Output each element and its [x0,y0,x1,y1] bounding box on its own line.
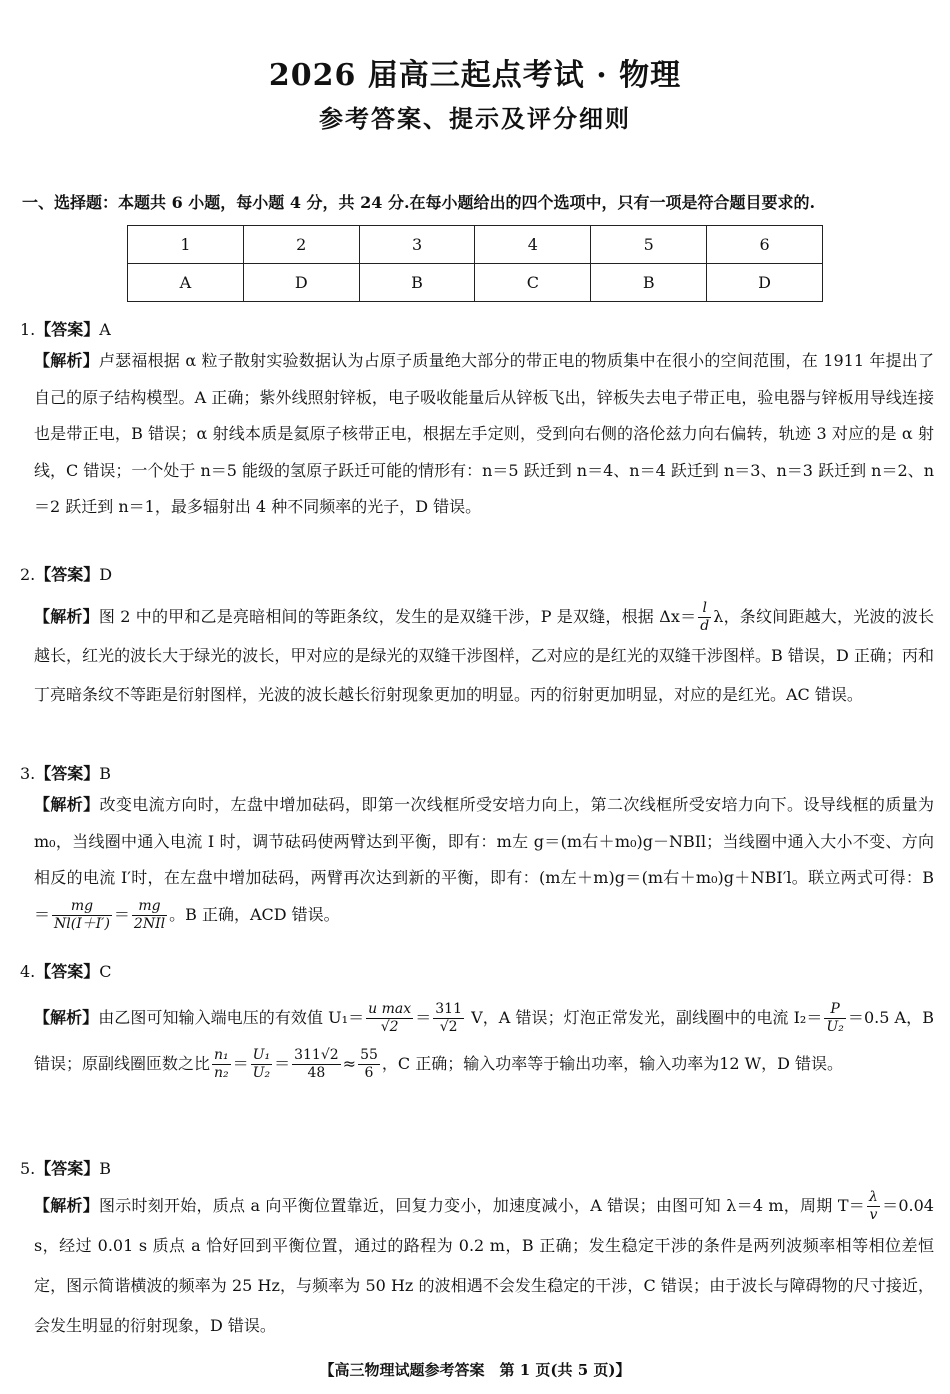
section-heading: 一、选择题：本题共 6 小题，每小题 4 分，共 24 分.在每小题给出的四个选项中，只有一项是符合题目要求的. [22,193,816,212]
question-analysis [34,787,934,933]
answer-tag: 【答案】 [35,1159,100,1178]
analysis-text: ，C 正确；输入功率等于输出功率，输入功率为12 W，D 错误。 [381,1054,844,1073]
table-cell: 3 [359,226,475,264]
table-cell: 4 [475,226,591,264]
table-cell: 5 [591,226,707,264]
question-answer: D [99,565,113,584]
table-cell: B [591,264,707,302]
question-answer: C [99,962,112,981]
analysis-text: 图 2 中的甲和乙是亮暗相间的等距条纹，发生的是双缝干涉，P 是双缝，根据 Δx＝ [98,607,697,626]
table-cell: 2 [243,226,359,264]
fraction: $\frac{55}{6}$ [360,1047,378,1081]
question-number: 5. [20,1159,36,1178]
answer-table-answer-row [128,264,823,302]
question-answer: B [99,764,112,783]
analysis-text: V，A 错误；灯泡正常发光，副线圈中的电流 I₂＝ [466,1008,823,1027]
analysis-text: ＝0.04 s，经过 0.01 s 质点 a 恰好回到平衡位置，通过的路程为 0.2 m，B 正确；发生稳定干涉的条件是两列波频率相等相位差恒定，图示简谐横波的频率为 25 Hz，与频率为 50 Hz 的波相遇不会发生稳定的干涉，C 错误；由于波长与障碍物的尺寸接近，会发生明显的衍射现象，D 错误。 [34,1196,934,1335]
question-answer-line [20,761,111,784]
fraction: $\frac{mg}{\text{2NIl}}$ [133,897,166,932]
question-number: 2. [20,565,36,584]
analysis-tag: 【解析】 [34,1196,99,1215]
equals-sign: ＝ [415,1008,432,1027]
question-analysis [34,597,934,714]
fraction: $\frac{\text{u max}}{√2}$ [368,1001,412,1035]
analysis-text: 由乙图可知输入端电压的有效值 U₁＝ [98,1008,365,1027]
table-cell: B [359,264,475,302]
question-analysis [34,343,934,526]
question-answer-line [20,562,112,585]
table-cell: C [475,264,591,302]
fraction: $\frac{P}{\text{U₂}}$ [826,1001,844,1035]
question-answer: B [99,1159,112,1178]
page-footer: 【高三物理试题参考答案 第 1 页(共 5 页)】 [319,1361,631,1379]
analysis-tag: 【解析】 [34,607,99,626]
analysis-text: λ，条纹间距越大，光波的波长越长，红光的波长大于绿光的波长，甲对应的是绿光的双缝干涉图样，乙对应的是红光的双缝干涉图样。B 错误，D 正确；丙和丁亮暗条纹不等距是衍射图样，光波的波长越长衍射现象更加的明显。丙的衍射更加明显，对应的是红光。AC 错误。 [34,607,934,704]
analysis-text: 卢瑟福根据 α 粒子散射实验数据认为占原子质量绝大部分的带正电的物质集中在很小的空间范围，在 1911 年提出了自己的原子结构模型。A 正确；紫外线照射锌板，电子吸收能量后从锌板飞出，锌板失去电子带正电，验电器与锌板用导线连接也是带正电，B 错误；α 射线本质是氦原子核带正电，根据左手定则，受到向右侧的洛伦兹力向右偏转，轨迹 3 对应的是 α 射线，C 错误；一个处于 n＝5 能级的氢原子跃迁可能的情形有：n＝5 跃迁到 n＝4、n＝4 跃迁到 n＝3、n＝3 跃迁到 n＝2、n＝2 跃迁到 n＝1，最多辐射出 4 种不同频率的光子，D 错误。 [34,351,934,516]
answer-table-number-row [128,226,823,264]
fraction: $\frac{\lambda}{v}$ [868,1189,878,1223]
question-answer-line [20,959,112,982]
question-analysis [34,1186,934,1346]
analysis-tag: 【解析】 [34,1008,99,1027]
analysis-text: 。B 正确，ACD 错误。 [169,904,340,924]
equals-sign: ＝ [113,904,130,924]
question-number: 3. [20,764,36,783]
fraction: $\frac{311}{√2}$ [435,1001,462,1035]
table-cell: 6 [707,226,823,264]
answer-tag: 【答案】 [35,320,100,339]
table-cell: 1 [128,226,244,264]
table-cell: D [243,264,359,302]
fraction: $\frac{mg}{Nl(I+I')}$ [54,897,110,932]
answer-tag: 【答案】 [35,764,100,783]
analysis-text: 改变电流方向时，左盘中增加砝码，即第一次线框所受安培力向上，第二次线框所受安培力向下。设导线框的质量为 m₀，当线圈中通入电流 I 时，调节砝码使两臂达到平衡，即有：m左 g＝(m右＋m₀)g－NBIl；当线圈中通入大小不变、方向相反的电流 I′时，在左盘中增加砝码，两臂再次达到新的平衡，即有：(m左＋m)g＝(m右＋m₀)g＋NBI′l。联立两式可得：B＝ [34,795,934,924]
equals-sign: ＝ [232,1054,249,1073]
equals-sign: ＝ [274,1054,291,1073]
page-subtitle: 参考答案、提示及评分细则 [319,104,631,133]
page-title: 2026 届高三起点考试 · 物理 [268,58,682,93]
analysis-tag: 【解析】 [34,795,100,814]
analysis-text: 图示时刻开始，质点 a 向平衡位置靠近，回复力变小，加速度减小，A 错误；由图可知 λ＝4 m，周期 T＝ [98,1196,865,1215]
fraction: $\frac{\text{U₁}}{\text{U₂}}$ [252,1047,271,1081]
analysis-tag: 【解析】 [34,351,99,370]
answer-tag: 【答案】 [35,962,100,981]
question-number: 4. [20,962,36,981]
question-analysis [34,995,934,1087]
question-number: 1. [20,320,36,339]
answer-tag: 【答案】 [35,565,100,584]
table-cell: D [707,264,823,302]
fraction: $\frac{\text{n₁}}{\text{n₂}}$ [214,1047,229,1081]
question-answer: A [99,320,111,339]
approx-sign: ≈ [342,1054,357,1073]
question-answer-line [20,1156,111,1179]
answer-table [127,225,823,302]
analysis-text: ＝0.5 A，B 错误；原副线圈匝数之比 [34,1008,934,1073]
table-cell: A [128,264,244,302]
fraction: $\frac{311√2}{48}$ [294,1047,339,1081]
fraction: $\frac{l}{d}$ [700,600,710,634]
question-answer-line [20,317,111,340]
